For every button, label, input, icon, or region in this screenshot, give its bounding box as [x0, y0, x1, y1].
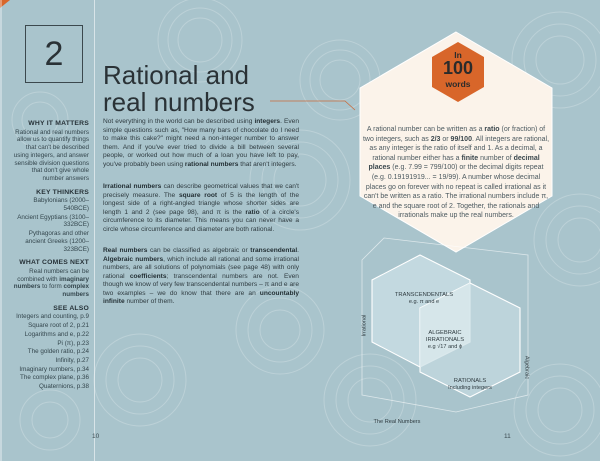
venn-rationals-example: Including integers — [448, 385, 492, 391]
key-thinker-1: Babylonians (2000–540BCE) — [33, 197, 89, 213]
body-paragraph-2 — [103, 183, 299, 234]
venn-rationals-title: RATIONALS — [453, 378, 487, 384]
see-item[interactable]: Integers and counting, p.9 — [16, 313, 89, 321]
key-thinker-3: Pythagoras and other ancient Greeks (1200–323BCE) — [25, 230, 89, 253]
venn-transcendentals-title: TRANSCENDENTALS — [394, 292, 454, 298]
text-run: can describe geometrical values that we can't precisely measure. The — [103, 183, 299, 199]
body-paragraph-3 — [103, 247, 299, 307]
text-run: that aren't integers. — [238, 160, 297, 168]
hexagon-summary — [362, 125, 550, 221]
venn-transcendentals-example: e.g. π and e — [408, 299, 440, 305]
text-run: of a circle's circumference to its diameter. This means you can never have a circle whose circumference and diameter are both rational. — [103, 208, 299, 233]
venn-algebraic-irrationals — [420, 330, 470, 351]
text-run: or — [440, 135, 451, 143]
badge-line-1: In — [454, 50, 462, 60]
page-number-right: 11 — [504, 433, 511, 440]
key-heading: KEY THINKERS — [36, 188, 89, 196]
key-thinker-2: Ancient Egyptians (3100–332BCE) — [17, 213, 89, 229]
see-heading: SEE ALSO — [53, 304, 89, 312]
keyword: uncountably infinite — [103, 289, 299, 305]
title-line-2: real numbers — [103, 87, 255, 117]
keyword: coefficients — [129, 272, 167, 280]
see-item[interactable]: The complex plane, p.36 — [20, 374, 89, 382]
text-run: can be classified as algebraic or — [147, 247, 251, 254]
keyword: Algebraic numbers — [103, 255, 164, 263]
see-item[interactable]: Infinity, p.27 — [55, 356, 89, 364]
text-run: Not everything in the world can be described using — [103, 118, 255, 125]
venn-transcendentals — [378, 292, 470, 306]
text-run: number of — [478, 154, 514, 162]
see-item[interactable]: Logarithms and e, p.22 — [24, 330, 89, 338]
text-run: ; transcendental numbers are not. Even though we know of very few transcendental numbers – π and e are two examples – we do know that there are an — [103, 272, 299, 297]
keyword: 99/100 — [450, 135, 472, 143]
next-bold-1: imaginary numbers — [13, 275, 89, 291]
keyword: 2/3 — [430, 135, 441, 143]
keyword: Real numbers — [103, 247, 148, 254]
venn-rationals — [420, 378, 520, 392]
why-text: Rational and real numbers allow us to quantify things that can't be described using integers, and answer sensible division questions that don't give whole number answers — [13, 128, 89, 182]
title-line-1: Rational and — [103, 60, 249, 90]
text-run: A rational number can be written as a — [366, 126, 485, 133]
venn-algebraic-example: e.g √17 and ϕ — [427, 344, 463, 350]
why-heading: WHY IT MATTERS — [28, 120, 89, 127]
see-item[interactable]: Pi (π), p.23 — [57, 339, 89, 347]
text-run: . Even simple questions such as, "How many bars of chocolate do I need to make this cake?" might need a non-integer number to answer them. And if you've ever tried to divide a bill between several people, or worked out how much of a loan you have left to pay, you've probably been using — [103, 118, 299, 168]
venn-algebraic-title-1: ALGEBRAIC — [428, 330, 462, 336]
venn-algebraic-label: Algebraic — [523, 355, 530, 380]
keyword: square root — [178, 191, 218, 199]
next-text-2: to form — [40, 283, 64, 291]
see-item[interactable]: Quaternions, p.38 — [38, 383, 89, 391]
next-heading: WHAT COMES NEXT — [19, 259, 89, 267]
keyword: rational numbers — [184, 160, 239, 168]
text-run: (e.g. 7.99 = 799/100) or the decimal digits repeat (e.g. 0.19191919... = 19/99). A number whose decimal places go on forever with no repeat is called irrational as it can't be written as a ratio. The irrational numbers include π, e and the square root of 2. Together, the rationals and irrationals make up the real numbers. — [363, 164, 549, 220]
keyword: transcendental — [250, 247, 298, 254]
venn-real-numbers-label: The Real Numbers — [373, 419, 421, 425]
text-run: number of them. — [124, 298, 175, 305]
venn-algebraic-title-2: IRRATIONALS — [425, 337, 465, 343]
divider-line — [94, 0, 95, 461]
chapter-number — [25, 25, 83, 83]
venn-irrational-label: Irrational — [361, 314, 368, 337]
page-number-left: 10 — [92, 433, 100, 440]
see-item[interactable]: The golden ratio, p.24 — [27, 348, 89, 356]
badge-line-3: words — [445, 79, 471, 89]
next-text — [12, 268, 89, 299]
page-title — [103, 62, 293, 116]
see-item[interactable]: Imaginary numbers, p.34 — [19, 365, 89, 373]
sidebar — [12, 120, 89, 391]
page-edge — [0, 0, 2, 461]
text-run: , which include all rational and some irrational numbers, are all solutions of polynomials (see page 48) with only rational — [103, 255, 300, 280]
badge-line-2: 100 — [442, 58, 474, 78]
keyword: Irrational numbers — [103, 183, 162, 190]
keyword: decimal places — [368, 154, 540, 172]
chapter-number-text: 2 — [44, 34, 64, 73]
next-bold-2: complex numbers — [62, 283, 89, 299]
text-run: . All integers are rational, as any integer is the ratio of itself and 1. As a decimal, a rational number either has a — [369, 135, 550, 162]
see-item[interactable]: Square root of 2, p.21 — [28, 322, 89, 330]
keyword: integers — [254, 118, 281, 125]
text-run: (or fraction) of two integers, such as — [362, 126, 546, 143]
text-run: of 5 is the length of the longest side of a right-angled triangle whose shorter sides are length 1 and 2 (see page 98), and π is the — [103, 191, 299, 216]
next-text-1: Real numbers can be combined with — [17, 267, 89, 283]
text-run: . — [297, 247, 299, 254]
in-100-words-badge — [432, 44, 484, 104]
keyword: ratio — [484, 126, 500, 133]
keyword: ratio — [245, 208, 260, 216]
keyword: finite — [461, 154, 479, 162]
body-paragraph-1 — [103, 118, 299, 169]
